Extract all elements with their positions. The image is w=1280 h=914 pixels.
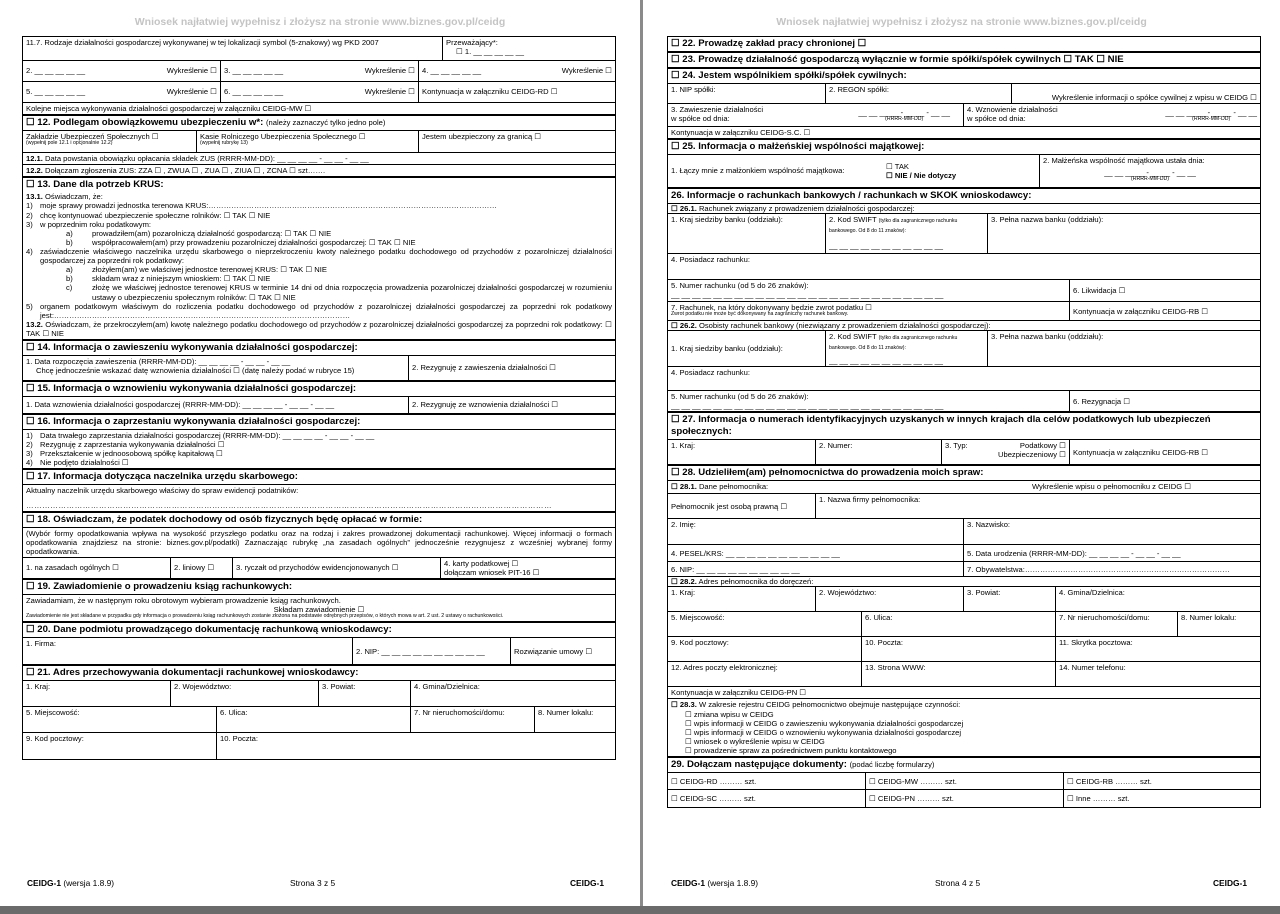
attorney-www[interactable]: 13. Strona WWW: <box>862 662 1056 686</box>
foreign-country[interactable]: 1. Kraj: <box>668 440 816 464</box>
tax-general[interactable]: 1. na zasadach ogólnych ☐ <box>23 558 171 578</box>
personal-account-resign[interactable]: 6. Rezygnacja ☐ <box>1073 396 1131 406</box>
storage-house[interactable]: 7. Nr nieruchomości/domu: <box>411 707 535 732</box>
pkd-item-4[interactable]: 4. __ __ __ __ __ Wykreślenie ☐ <box>422 66 612 76</box>
marital-property[interactable]: 1. Łączy mnie z małżonkiem wspólność majątkowa: ☐ TAK ☐ NIE / Nie dotyczy <box>668 155 1040 187</box>
books-notice[interactable]: Zawiadamiam, że w następnym roku obrotowym wybieram prowadzenie ksiąg rachunkowych. Składam zawiadomienie ☐ Zawiadomienie nie jest składane w przypadku gdy informacja o prowadzeniu ksiąg rachunkowych zostanie złożona na podstawie odrębnych przepisów, o których mowa w art. 2 ust. 2 ustawy o rachunkowości. <box>23 595 615 623</box>
krus-option[interactable]: Kasie Rolniczego Ubezpieczenia Społecznego ☐ (wypełnij rubrykę 13) <box>197 131 419 152</box>
accounting-firm[interactable]: 1. Firma: <box>23 638 353 664</box>
foreign-type[interactable]: 3. Typ: Podatkowy ☐ Ubezpieczeniowy ☐ <box>942 440 1070 464</box>
attorney-firm-name[interactable]: 1. Nazwa firmy pełnomocnika: <box>819 495 921 505</box>
personal-bank-swift[interactable]: 2. Kod SWIFT (tylko dla zagranicznego rachunku bankowego. Od 8 do 11 znaków): __ __ __ __ __ __ __ __ __ __ __ <box>826 331 988 366</box>
pkd-item-5[interactable]: 5. __ __ __ __ __ Wykreślenie ☐ <box>23 82 221 102</box>
form-page-3 <box>22 36 616 760</box>
footer-form: CEIDG-1 <box>570 878 604 888</box>
section-22[interactable]: ☐ 22. Prowadzę zakład pracy chronionej ☐ <box>668 37 1260 53</box>
attorney-post[interactable]: 10. Poczta: <box>862 637 1056 661</box>
marital-end-date[interactable]: 2. Małżeńska wspólność majątkowa ustała dnia: __ __ __ __ - __ __ - __ __ (RRRR-MM-DD) <box>1043 156 1205 183</box>
other-locations[interactable]: Kolejne miejsca wykonywania działalności gospodarczej w załączniku CEIDG-MW ☐ <box>23 103 615 116</box>
tax-card[interactable]: 4. karty podatkowej ☐ dołączam wniosek PIT-16 ☐ <box>444 558 540 578</box>
section-16-title[interactable]: ☐ 16. Informacja o zaprzestaniu wykonywania działalności gospodarczej: <box>23 415 615 430</box>
attorney-first-name[interactable]: 2. Imię: <box>668 519 964 544</box>
attach-sc[interactable]: ☐ CEIDG-SC ……… szt. <box>668 790 866 807</box>
personal-account-number[interactable]: 5. Numer rachunku (od 5 do 26 znaków): __ __ __ __ __ __ __ __ __ __ __ __ __ __ __ __ __ __ __ __ __ __ __ __ __ __ <box>668 391 1070 411</box>
bank-country[interactable]: 1. Kraj siedziby banku (oddziału): <box>668 214 826 253</box>
attorney-citizenship[interactable]: 7. Obywatelstwa:……………………………………………………………………… <box>967 564 1230 574</box>
bottom-bar <box>0 906 1280 914</box>
foreign-number[interactable]: 2. Numer: <box>816 440 942 464</box>
storage-street[interactable]: 6. Ulica: <box>217 707 411 732</box>
pkd-continuation[interactable]: Kontynuacja w załączniku CEIDG-RD ☐ <box>422 87 558 97</box>
storage-commune[interactable]: 4. Gmina/Dzielnica: <box>414 682 480 692</box>
page-4 <box>643 0 1280 906</box>
storage-postcode[interactable]: 9. Kod pocztowy: <box>23 733 217 759</box>
tax-form-info: (Wybór formy opodatkowania wpływa na wysokość przyszłego podatku oraz na rodzaj i zakres prowadzonej dokumentacji rachunkowej. Więcej informacji o formach opodatkowania znajdziesz na stronie: biznes.gov.pl/podatki) Zaznaczając rubrykę „na zasadach ogólnych” jednocześnie rezygnujesz z wcześniej wybranej formy opodatkowania. <box>23 528 615 558</box>
attorney-continuation[interactable]: Kontynuacja w załączniku CEIDG-PN ☐ <box>668 687 1260 699</box>
section-13-body: 13.1. Oświadczam, że: 1) moje sprawy prowadzi jednostka terenowa KRUS:…………………………………………………………………………………………………… 2) chcę kontynuować ubezpieczenie społeczne rolników: ☐ TAK ☐ NIE 3) w poprzednim roku podatkowym: a) prowadziłem(am) pozarolniczą działalność gospodarczą: ☐ TAK ☐ NIE b) współpracowałem(am) przy prowadzeniu pozarolniczej działalności gospodarczej: ☐ TAK ☐ NIE 4) zaświadczenie właściwego naczelnika urzędu skarbowego o nieprzekroczeniu kwoty należnego podatku dochodowego od przychodów z pozarolniczej działalności gospodarczej za poprzedni rok podatkowy: a) złożyłem(am) we właściwej jednostce terenowej KRUS: ☐ TAK ☐ NIE b) składam wraz z niniejszym wnioskiem: ☐ TAK ☐ NIE c) złożę we właściwej jednostce terenowej KRUS w terminie 14 dni od dnia rozpoczęcia prowadzenia pozarolniczej działalności gospodarczej w rozumieniu ustawy o ubezpieczeniu społecznym rolników: ☐ TAK ☐ NIE 5) organem podatkowym właściwym do rozliczenia podatku dochodowego od przychodów z pozarolniczej działalności gospodarczej za poprzedni rok podatkowy jest:……………………………………………………………………………………………………… 13.2. Oświadczam, że przekroczyłem(am) kwotę należnego podatku dochodowego od przychodów z pozarolniczej działalności gospodarczej za poprzedni rok podatkowy: ☐ TAK ☐ NIE <box>23 192 615 341</box>
attach-mw[interactable]: ☐ CEIDG-MW ……… szt. <box>866 773 1064 789</box>
attorney-street[interactable]: 6. Ulica: <box>862 612 1056 636</box>
section-18-title[interactable]: ☐ 18. Oświadczam, że podatek dochodowy od osób fizycznych będę opłacać w formie: <box>23 513 615 528</box>
storage-city[interactable]: 5. Miejscowość: <box>23 707 217 732</box>
section-20-title[interactable]: ☐ 20. Dane podmiotu prowadzącego dokumentację rachunkową wnioskodawcy: <box>23 623 615 638</box>
account-holder[interactable]: 4. Posiadacz rachunku: <box>668 254 1260 280</box>
section-16-body[interactable]: 1) Data trwałego zaprzestania działalności gospodarczej (RRRR-MM-DD): __ __ __ __ - __ __ - __ __ 2) Rezygnuję z zaprzestania wykonywania działalności ☐ 3) Przekształcenie w jednoosobową spółkę kapitałową ☐ 4) Nie podjęto działalności ☐ <box>23 430 615 470</box>
pkd-label: 11.7. Rodzaje działalności gospodarczej wykonywanej w tej lokalizacji symbol (5-znakowy) wg PKD 2007 <box>23 37 443 60</box>
attach-rb[interactable]: ☐ CEIDG-RB ……… szt. <box>1067 776 1152 786</box>
storage-flat[interactable]: 8. Numer lokalu: <box>538 708 594 718</box>
footer-version: CEIDG-1 (wersja 1.8.9) <box>27 878 115 888</box>
page-header: Wniosek najłatwiej wypełnisz i złożysz na stronie www.biznes.gov.pl/ceidg <box>134 16 506 28</box>
section-17-title[interactable]: ☐ 17. Informacja dotycząca naczelnika urzędu skarbowego: <box>23 470 615 485</box>
suspension-cancel[interactable]: 2. Rezygnuję z zawieszenia działalności ☐ <box>412 363 556 373</box>
attorney-scope[interactable]: ☐ 28.3. W zakresie rejestru CEIDG pełnomocnictwo obejmuje następujące czynności: ☐ zmiana wpisu w CEIDG ☐ wpis informacji w CEIDG o zawieszeniu wykonywania działalności gospodarczej ☐ wpis informacji w CEIDG o wznowieniu wykonywania działalności gospodarczej ☐ wniosek o wykreślenie wpisu w CEIDG ☐ prowadzenie spraw za pośrednictwem punktu kontaktowego <box>668 699 1260 758</box>
form-page-4 <box>667 36 1261 808</box>
section-12-title[interactable]: ☐ 12. Podlegam obowiązkowemu ubezpieczeniu w*: (należy zaznaczyć tylko jedno pole) <box>23 116 615 131</box>
footer-page: Strona 3 z 5 <box>290 878 336 888</box>
storage-country[interactable]: 1. Kraj: <box>23 681 171 706</box>
attorney-pobox[interactable]: 11. Skrytka pocztowa: <box>1059 638 1133 648</box>
attorney-last-name[interactable]: 3. Nazwisko: <box>967 520 1011 530</box>
partnership-remove[interactable]: Wykreślenie informacji o spółce cywilnej z wpisu w CEIDG ☐ <box>1051 92 1257 102</box>
section-19-title[interactable]: ☐ 19. Zawiadomienie o prowadzeniu ksiąg rachunkowych: <box>23 580 615 595</box>
attorney-data-title[interactable]: ☐ 28.1. Dane pełnomocnika: <box>671 482 769 492</box>
zus-start-date[interactable]: 12.1. Data powstania obowiązku opłacania składek ZUS (RRRR-MM-DD): __ __ __ __ - __ __ - __ __ <box>23 153 615 165</box>
attorney-address-title[interactable]: ☐ 28.2. Adres pełnomocnika do doręczeń: <box>668 577 1260 587</box>
footer-page: Strona 4 z 5 <box>935 878 981 888</box>
zus-forms[interactable]: 12.2. Dołączam zgłoszenia ZUS: ZZA ☐ , ZWUA ☐ , ZUA ☐ , ZIUA ☐ , ZCNA ☐ szt……. <box>23 165 615 178</box>
accounting-terminate[interactable]: Rozwiązanie umowy ☐ <box>514 646 593 656</box>
section-15-title[interactable]: ☐ 15. Informacja o wznowieniu wykonywania działalności gospodarczej: <box>23 382 615 397</box>
section-28-title[interactable]: ☐ 28. Udzieliłem(am) pełnomocnictwa do prowadzenia moich spraw: <box>668 466 1260 481</box>
suspension-date[interactable]: 1. Data rozpoczęcia zawieszenia (RRRR-MM-DD): __ __ __ __ - __ __ - __ __ Chcę jednocześnie wskazać datę wznowienia działalności ☐ (datę należy podać w rubryce 15) <box>23 356 409 380</box>
pkd-primary[interactable]: Przeważający*: ☐ 1. __ __ __ __ __ <box>446 38 525 57</box>
section-26-title: 26. Informacje o rachunkach bankowych / rachunkach w SKOK wnioskodawcy: <box>668 189 1260 204</box>
tax-linear[interactable]: 2. liniowy ☐ <box>171 558 233 578</box>
section-13-title[interactable]: ☐ 13. Dane dla potrzeb KRUS: <box>26 179 164 191</box>
section-21-title[interactable]: ☐ 21. Adres przechowywania dokumentacji rachunkowej wnioskodawcy: <box>23 666 615 681</box>
zus-option[interactable]: Zakładzie Ubezpieczeń Społecznych ☐ (wypełnij pole 12.1 i opcjonalnie 12.2) <box>23 131 197 152</box>
attach-other[interactable]: ☐ Inne ……… szt. <box>1067 794 1130 803</box>
attorney-pesel[interactable]: 4. PESEL/KRS: __ __ __ __ __ __ __ __ __ __ __ <box>668 545 964 561</box>
resume-date[interactable]: 1. Data wznowienia działalności gospodarczej (RRRR-MM-DD): __ __ __ __ - __ __ - __ __ <box>23 397 409 413</box>
resume-cancel[interactable]: 2. Rezygnuję ze wznowienia działalności ☐ <box>412 400 559 410</box>
personal-bank-country[interactable]: 1. Kraj siedziby banku (oddziału): <box>668 331 826 366</box>
section-27-title[interactable]: ☐ 27. Informacja o numerach identyfikacyjnych uzyskanych w innych krajach dla celów podatkowych lub ubezpieczeń społecznych: <box>668 413 1260 440</box>
bank-swift[interactable]: 2. Kod SWIFT (tylko dla zagranicznego rachunku bankowego. Od 8 do 11 znaków): __ __ __ __ __ __ __ __ __ __ __ <box>826 214 988 253</box>
bank-name[interactable]: 3. Pełna nazwa banku (oddziału): <box>991 215 1104 225</box>
account-continuation[interactable]: Kontynuacja w załączniku CEIDG-RB ☐ <box>1073 306 1209 316</box>
attorney-nip[interactable]: 6. NIP: __ __ __ __ __ __ __ __ __ __ <box>668 562 964 576</box>
attach-pn[interactable]: ☐ CEIDG-PN ……… szt. <box>866 790 1064 807</box>
attorney-phone[interactable]: 14. Numer telefonu: <box>1059 663 1126 673</box>
pkd-item-6[interactable]: 6. __ __ __ __ __ Wykreślenie ☐ <box>221 82 419 102</box>
attorney-flat[interactable]: 8. Numer lokalu: <box>1181 613 1237 623</box>
page-3 <box>0 0 640 906</box>
account-number[interactable]: 5. Numer rachunku (od 5 do 26 znaków): __ __ __ __ __ __ __ __ __ __ __ __ __ __ __ __ __ __ __ __ __ __ __ __ __ __ <box>668 280 1070 301</box>
refund-account[interactable]: 7. Rachunek, na który dokonywany będzie zwrot podatku ☐ Zwrot podatku nie może być dokonywany na zagraniczny rachunek bankowy. <box>668 302 1070 320</box>
personal-account-holder[interactable]: 4. Posiadacz rachunku: <box>668 367 1260 391</box>
account-liquidation[interactable]: 6. Likwidacja ☐ <box>1073 286 1126 296</box>
accounting-nip[interactable]: 2. NIP: __ __ __ __ __ __ __ __ __ __ <box>353 638 511 664</box>
attorney-remove[interactable]: Wykreślenie wpisu o pełnomocniku z CEIDG ☐ <box>1031 482 1192 492</box>
partnership-suspend[interactable]: 3. Zawieszenie działalności w spółce od dnia: __ __ __ __ - __ __ - __ __ (RRRR-MM-DD) <box>668 104 964 126</box>
partnership-nip[interactable]: 1. NIP spółki: <box>668 84 826 103</box>
page-header: Wniosek najłatwiej wypełnisz i złożysz na stronie www.biznes.gov.pl/ceidg <box>776 16 1147 28</box>
personal-account-title[interactable]: ☐ 26.2. Osobisty rachunek bankowy (niezwiązany z prowadzeniem działalności gospodarczej): <box>668 321 1260 331</box>
business-account-title[interactable]: ☐ 26.1. Rachunek związany z prowadzeniem działalności gospodarczej: <box>668 204 1260 214</box>
attorney-city[interactable]: 5. Miejscowość: <box>668 612 862 636</box>
storage-voivodeship[interactable]: 2. Województwo: <box>171 681 319 706</box>
attorney-email[interactable]: 12. Adres poczty elektronicznej: <box>668 662 862 686</box>
attorney-legal-person[interactable]: Pełnomocnik jest osobą prawną ☐ <box>668 494 816 518</box>
pkd-item-3[interactable]: 3. __ __ __ __ __ Wykreślenie ☐ <box>221 61 419 81</box>
footer-version: CEIDG-1 (wersja 1.8.9) <box>671 878 759 888</box>
section-23[interactable]: ☐ 23. Prowadzę działalność gospodarczą wyłącznie w formie spółki/spółek cywilnych ☐ TAK ☐ NIE <box>668 53 1260 69</box>
krus-continue[interactable]: chcę kontynuować ubezpieczenie społeczne rolników: ☐ TAK ☐ NIE <box>40 210 271 220</box>
attorney-house[interactable]: 7. Nr nieruchomości/domu: <box>1056 612 1178 636</box>
attorney-commune[interactable]: 4. Gmina/Dzielnica: <box>1059 588 1125 598</box>
partnership-continuation[interactable]: Kontynuacja w załączniku CEIDG-S.C. ☐ <box>668 127 1260 140</box>
partnership-regon[interactable]: 2. REGON spółki: <box>826 84 1012 103</box>
footer-form: CEIDG-1 <box>1213 878 1247 888</box>
attach-rd[interactable]: ☐ CEIDG-RD ……… szt. <box>668 773 866 789</box>
section-29-title: 29. Dołączam następujące dokumenty: (podać liczbę formularzy) <box>668 758 1260 773</box>
attorney-country[interactable]: 1. Kraj: <box>668 587 816 611</box>
attorney-postcode[interactable]: 9. Kod pocztowy: <box>668 637 862 661</box>
tax-office-field[interactable]: Aktualny naczelnik urzędu skarbowego właściwy do spraw ewidencji podatników: …………………………………………………………………………………………………………………………………………………………………………… <box>23 485 615 512</box>
attorney-birth-date[interactable]: 5. Data urodzenia (RRRR-MM-DD): __ __ __ __ - __ __ - __ __ <box>967 548 1181 558</box>
abroad-option[interactable]: Jestem ubezpieczony za granicą ☐ <box>422 132 542 142</box>
pkd-item-2[interactable]: 2. __ __ __ __ __ Wykreślenie ☐ <box>23 61 221 81</box>
section-14-title[interactable]: ☐ 14. Informacja o zawieszeniu wykonywania działalności gospodarczej: <box>23 341 615 356</box>
storage-county[interactable]: 3. Powiat: <box>319 681 411 706</box>
foreign-continuation[interactable]: Kontynuacja w załączniku CEIDG-RB ☐ <box>1073 447 1209 457</box>
attorney-county[interactable]: 3. Powiat: <box>964 587 1056 611</box>
section-25-title[interactable]: ☐ 25. Informacja o małżeńskiej wspólności majątkowej: <box>668 140 1260 155</box>
personal-bank-name[interactable]: 3. Pełna nazwa banku (oddziału): <box>991 332 1104 342</box>
section-24-title[interactable]: ☐ 24. Jestem wspólnikiem spółki/spółek cywilnych: <box>668 69 1260 84</box>
partnership-resume[interactable]: 4. Wznowienie działalności w spółce od dnia: __ __ __ __ - __ __ - __ __ (RRRR-MM-DD) <box>967 104 1257 124</box>
attorney-voivodeship[interactable]: 2. Województwo: <box>816 587 964 611</box>
storage-post[interactable]: 10. Poczta: <box>220 734 258 744</box>
tax-lump[interactable]: 3. ryczałt od przychodów ewidencjonowanych ☐ <box>233 558 441 578</box>
